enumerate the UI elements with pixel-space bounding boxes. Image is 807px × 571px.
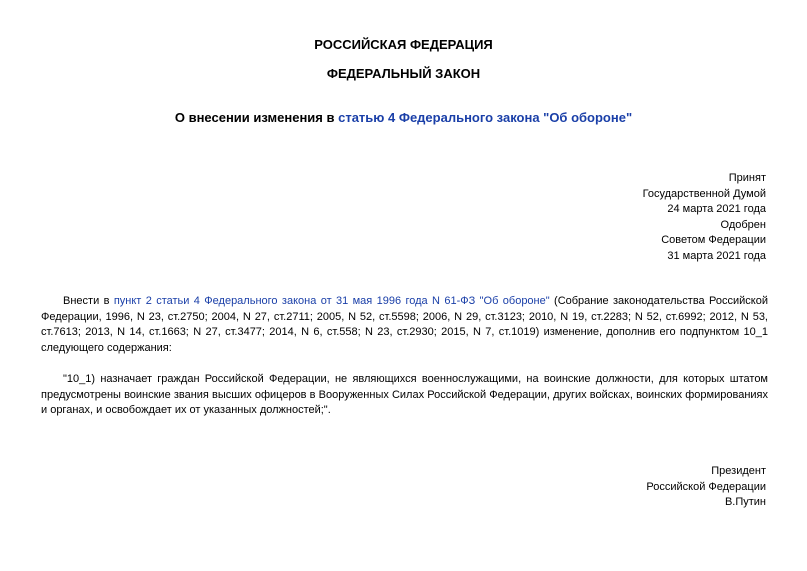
document-type-title: ФЕДЕРАЛЬНЫЙ ЗАКОН: [326, 66, 481, 81]
country-title: РОССИЙСКАЯ ФЕДЕРАЦИЯ: [314, 37, 493, 52]
main-paragraph-prefix: Внести в: [63, 295, 114, 307]
referenced-law-link[interactable]: пункт 2 статьи 4 Федерального закона от 31 мая 1996 года N 61-ФЗ "Об обороне": [113, 295, 550, 307]
signature-name: В.Путин: [724, 496, 766, 508]
adoption-approved: Одобрен: [720, 218, 766, 231]
adoption-accepted: Принят: [728, 172, 766, 184]
signature-country: Российской Федерации: [646, 480, 766, 493]
adoption-date-council: 31 марта 2021 года: [667, 249, 766, 262]
law-heading: [0, 110, 807, 126]
adoption-body-council: Советом Федерации: [661, 234, 766, 246]
law-heading-link[interactable]: статью 4 Федерального закона "Об обороне": [338, 110, 633, 125]
signature-title: Президент: [711, 465, 766, 477]
signature-block: [646, 464, 766, 511]
law-heading-prefix: О внесении изменения в: [174, 110, 339, 125]
adoption-block: [643, 171, 766, 264]
adoption-body-duma: Государственной Думой: [642, 187, 766, 200]
adoption-date-duma: 24 марта 2021 года: [667, 203, 766, 215]
main-paragraph-suffix: (Собрание законодательства Российской Федерации, 1996, N 23, ст.2750; 2004, N 27, ст.2711; 2005, N 52, ст.5598; 2006, N 29, ст.3123; 2010, N 19, ст.2283; N 52, ст.6992; 2012, N 53, ст.7613; 2013, N 14, ст.1663; N 27, ст.3477; 2014, N 6, ст.558; N 23, ст.2930; 2015, N 7, ст.1019) изменение, дополнив его подпунктом 10_1 следующего содержания:: [41, 295, 769, 354]
amendment-text: "10_1) назначает граждан Российской Федерации, не являющихся военнослужащими, на воинские должности, для которых штатом предусмотрены воинские звания высших офицеров в Вооруженных Силах Российской Федерации, других войсках, воинских формированиях и органах, и освобождает их от указанных должностей;".: [41, 373, 768, 416]
main-paragraph: [41, 294, 768, 356]
